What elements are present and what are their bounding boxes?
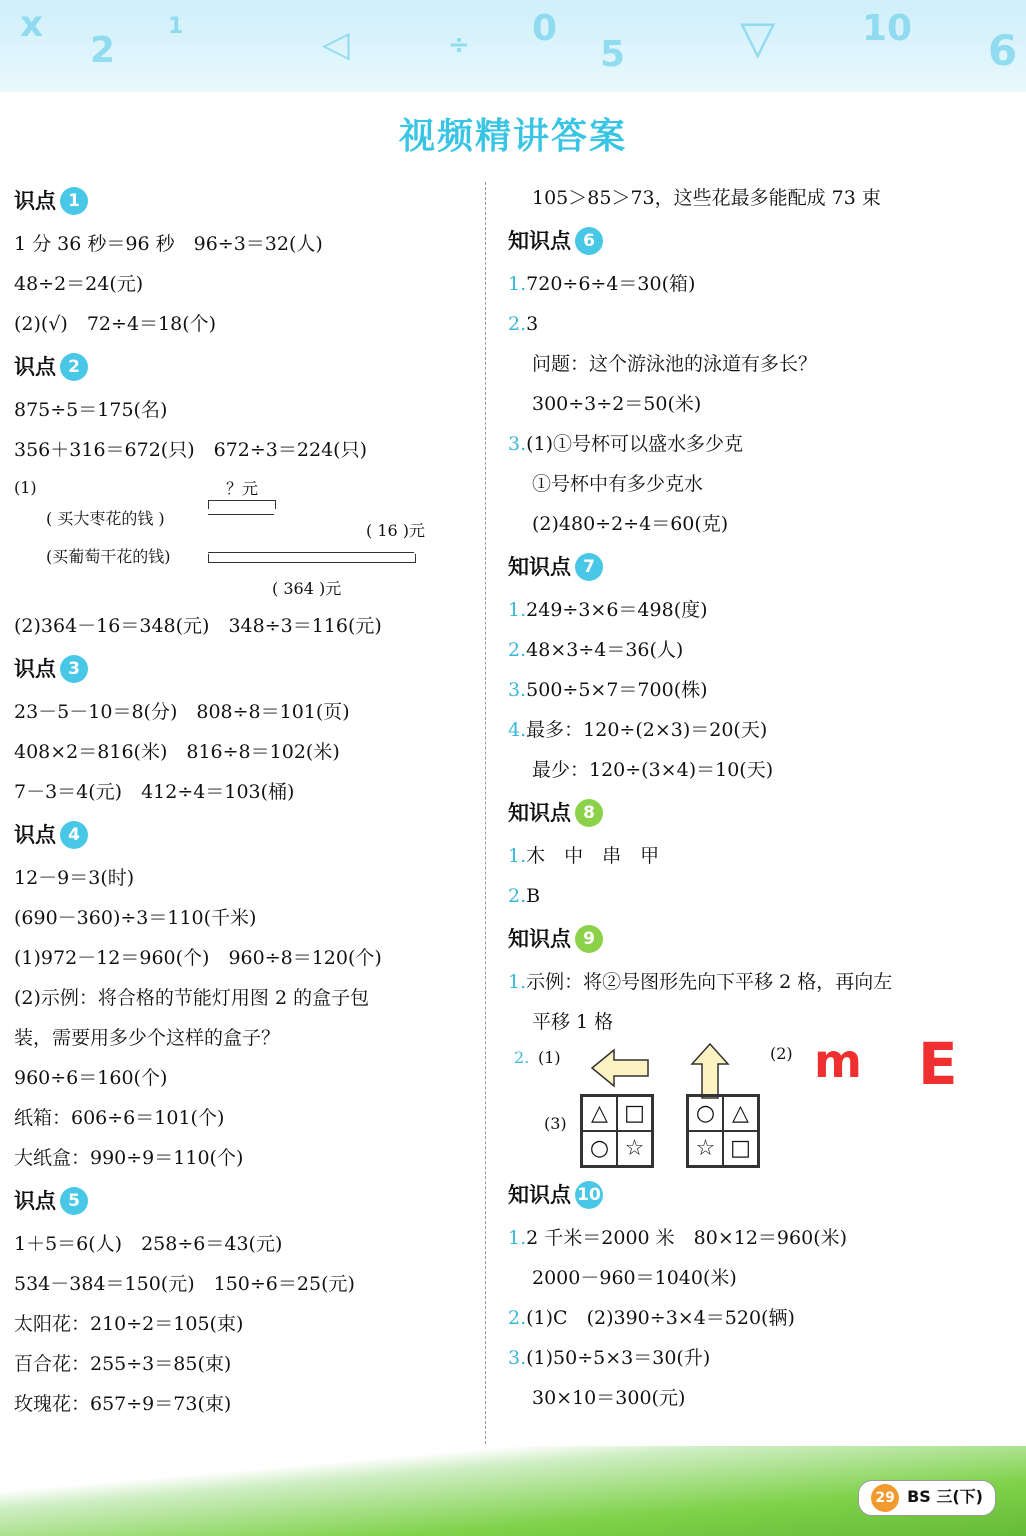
section-head-3	[14, 646, 476, 692]
deco-divide: ÷	[448, 30, 470, 60]
page-title: 视频精讲答案	[398, 116, 627, 157]
answer-line	[508, 264, 1008, 304]
part-label: (1)	[538, 1048, 561, 1067]
answer-line: 装，需要用多少个这样的盒子？	[14, 1027, 281, 1049]
section-badge: 9	[575, 925, 603, 953]
item-text: (1)50÷5×3＝30(升)	[526, 1347, 711, 1369]
section-badge: 1	[60, 187, 88, 215]
section-head-4	[14, 812, 476, 858]
item-number: 3.	[508, 1347, 527, 1369]
section-head-label: 识点	[14, 1189, 56, 1213]
item-number: 2.	[508, 885, 527, 907]
part-label: (2)	[770, 1044, 793, 1063]
item-number: 2.	[508, 1307, 527, 1329]
shape-grid-original	[580, 1094, 654, 1168]
column-divider	[485, 182, 486, 1444]
triangle-icon: △	[582, 1096, 617, 1131]
page-number: 29	[871, 1484, 899, 1512]
section-head-label: 识点	[14, 657, 56, 681]
translation-figures	[508, 1030, 1008, 1172]
answer-line	[508, 962, 1008, 1002]
square-icon: □	[723, 1131, 758, 1166]
answer-line: 1 分 36 秒＝96 秒 96÷3＝32(人)	[14, 233, 323, 255]
red-m-figure: m	[814, 1034, 862, 1088]
item-text: 249÷3×6＝498(度)	[526, 599, 708, 621]
diagram-question-label: ？元	[226, 479, 259, 498]
answer-line: 12－9＝3(时)	[14, 867, 135, 889]
answer-line: 356＋316＝672(只) 672÷3＝224(只)	[14, 439, 367, 461]
deco-2: 2	[90, 30, 116, 71]
star-icon: ☆	[688, 1131, 723, 1166]
deco-1: 1	[168, 14, 184, 39]
answer-line	[508, 590, 1008, 630]
answer-line: 纸箱：606÷6＝101(个)	[14, 1107, 225, 1129]
answer-line	[508, 670, 1008, 710]
item-number: 1.	[508, 845, 527, 867]
red-e-figure: E	[918, 1030, 958, 1098]
answer-line	[508, 1338, 1008, 1378]
answer-line: (1)972－12＝960(个) 960÷8＝120(个)	[14, 947, 382, 969]
answer-line: (2)364－16＝348(元) 348÷3＝116(元)	[14, 615, 382, 637]
item-number: 1.	[508, 971, 527, 993]
item-number: 2.	[514, 1048, 530, 1067]
item-text: 最多：120÷(2×3)＝20(天)	[526, 719, 768, 741]
section-badge: 8	[575, 799, 603, 827]
section-badge: 6	[575, 227, 603, 255]
item-number: 3.	[508, 433, 527, 455]
dates-segment	[208, 514, 274, 515]
section-head-8	[508, 790, 1008, 836]
item-text: 示例：将②号图形先向下平移 2 格，再向左	[526, 971, 893, 993]
item-text: 720÷6÷4＝30(箱)	[526, 273, 696, 295]
section-head-2	[14, 344, 476, 390]
section-head-7	[508, 544, 1008, 590]
star-icon: ☆	[617, 1131, 652, 1166]
answer-line	[508, 1218, 1008, 1258]
diagram-value-16: ( 16 )元	[366, 521, 426, 540]
answer-line: (2)480÷2÷4＝60(克)	[532, 513, 729, 535]
answer-line: 玫瑰花：657÷9＝73(束)	[14, 1393, 232, 1415]
answer-line	[508, 424, 1008, 464]
deco-10: 10	[862, 8, 913, 49]
section-badge: 2	[60, 353, 88, 381]
section-badge: 7	[575, 553, 603, 581]
section-head-label: 知识点	[508, 801, 571, 825]
answer-line: 2000－960＝1040(米)	[532, 1267, 737, 1289]
shape-grid-rotated	[686, 1094, 760, 1168]
answer-line: 23－5－10＝8(分) 808÷8＝101(页)	[14, 701, 350, 723]
item-text: 3	[526, 313, 539, 335]
answer-line: (2)(√) 72÷4＝18(个)	[14, 313, 217, 335]
answer-line: (2)示例：将合格的节能灯用图 2 的盒子包	[14, 987, 370, 1009]
left-arrow-icon	[590, 1046, 652, 1090]
part-label: (3)	[544, 1114, 567, 1133]
answer-line	[508, 304, 1008, 344]
section-head-label: 知识点	[508, 1183, 571, 1207]
answer-line: 太阳花：210÷2＝105(束)	[14, 1313, 244, 1335]
answer-line	[508, 630, 1008, 670]
answer-line: 1＋5＝6(人) 258÷6＝43(元)	[14, 1233, 283, 1255]
deco-6: 6	[988, 26, 1018, 75]
section-head-label: 知识点	[508, 229, 571, 253]
edition-label: BS 三(下)	[907, 1487, 983, 1506]
answer-line: 960÷6＝160(个)	[14, 1067, 168, 1089]
answer-line	[508, 876, 1008, 916]
answer-line	[508, 710, 1008, 750]
diagram-part-label: (1)	[14, 478, 37, 497]
item-text: (1)①号杯可以盛水多少克	[526, 433, 744, 455]
answer-line: 105＞85＞73，这些花最多能配成 73 束	[532, 187, 881, 209]
circle-icon: ○	[582, 1131, 617, 1166]
section-head-1	[14, 178, 476, 224]
triangle-icon: △	[723, 1096, 758, 1131]
section-head-9	[508, 916, 1008, 962]
item-number: 4.	[508, 719, 527, 741]
section-head-label: 识点	[14, 355, 56, 379]
section-head-5	[14, 1178, 476, 1224]
item-number: 1.	[508, 273, 527, 295]
answer-line: 7－3＝4(元) 412÷4＝103(桶)	[14, 781, 295, 803]
item-text: 48×3÷4＝36(人)	[526, 639, 684, 661]
answer-line: 平移 1 格	[532, 1011, 614, 1033]
answer-line: 最少：120÷(3×4)＝10(天)	[532, 759, 774, 781]
answer-line: ①号杯中有多少克水	[532, 473, 704, 495]
deco-5: 5	[600, 34, 626, 75]
item-number: 1.	[508, 1227, 527, 1249]
deco-triangle-left: ◁	[322, 24, 350, 65]
lower-brace	[208, 554, 416, 563]
section-head-label: 知识点	[508, 555, 571, 579]
item-text: 500÷5×7＝700(株)	[526, 679, 708, 701]
item-text: 木 中 串 甲	[526, 845, 660, 867]
section-head-label: 知识点	[508, 927, 571, 951]
answer-line: 48÷2＝24(元)	[14, 273, 144, 295]
answer-line: 30×10＝300(元)	[532, 1387, 686, 1409]
right-column	[508, 178, 1008, 1418]
answer-line: 百合花：255÷3＝85(束)	[14, 1353, 232, 1375]
section-badge: 4	[60, 821, 88, 849]
section-head-6	[508, 218, 1008, 264]
answer-line	[508, 836, 1008, 876]
answer-line: 534－384＝150(元) 150÷6＝25(元)	[14, 1273, 355, 1295]
answer-line: 问题：这个游泳池的泳道有多长？	[532, 353, 818, 375]
header-band	[0, 0, 1026, 92]
section-badge: 10	[575, 1181, 603, 1209]
section-head-label: 识点	[14, 189, 56, 213]
left-column	[14, 178, 476, 1424]
item-number: 2.	[508, 639, 527, 661]
answer-line: 300÷3÷2＝50(米)	[532, 393, 702, 415]
square-icon: □	[617, 1096, 652, 1131]
diagram-label-raisins: (买葡萄干花的钱)	[46, 547, 171, 566]
item-text: 2 千米＝2000 米 80×12＝960(米)	[526, 1227, 848, 1249]
answer-line: 408×2＝816(米) 816÷8＝102(米)	[14, 741, 340, 763]
answer-line: (690－360)÷3＝110(千米)	[14, 907, 257, 929]
diagram-value-364: ( 364 )元	[272, 579, 342, 598]
page-footer-badge	[858, 1480, 996, 1516]
deco-x: x	[20, 4, 44, 45]
answer-line: 大纸盒：990÷9＝110(个)	[14, 1147, 244, 1169]
item-number: 1.	[508, 599, 527, 621]
upper-brace	[208, 500, 276, 509]
line-segment-diagram	[14, 470, 476, 606]
answer-line: 875÷5＝175(名)	[14, 399, 168, 421]
section-head-10	[508, 1172, 1008, 1218]
item-number: 3.	[508, 679, 527, 701]
section-badge: 5	[60, 1187, 88, 1215]
up-arrow-icon	[688, 1042, 732, 1100]
deco-0: 0	[532, 8, 558, 49]
deco-triangle-down: ▽	[740, 10, 776, 64]
section-head-label: 识点	[14, 823, 56, 847]
circle-icon: ○	[688, 1096, 723, 1131]
item-text: B	[526, 885, 541, 907]
raisins-segment	[208, 552, 414, 553]
diagram-label-dates: ( 买大枣花的钱 )	[46, 509, 165, 528]
section-badge: 3	[60, 655, 88, 683]
answer-line	[508, 1298, 1008, 1338]
item-number: 2.	[508, 313, 527, 335]
item-text: (1)C (2)390÷3×4＝520(辆)	[526, 1307, 795, 1329]
